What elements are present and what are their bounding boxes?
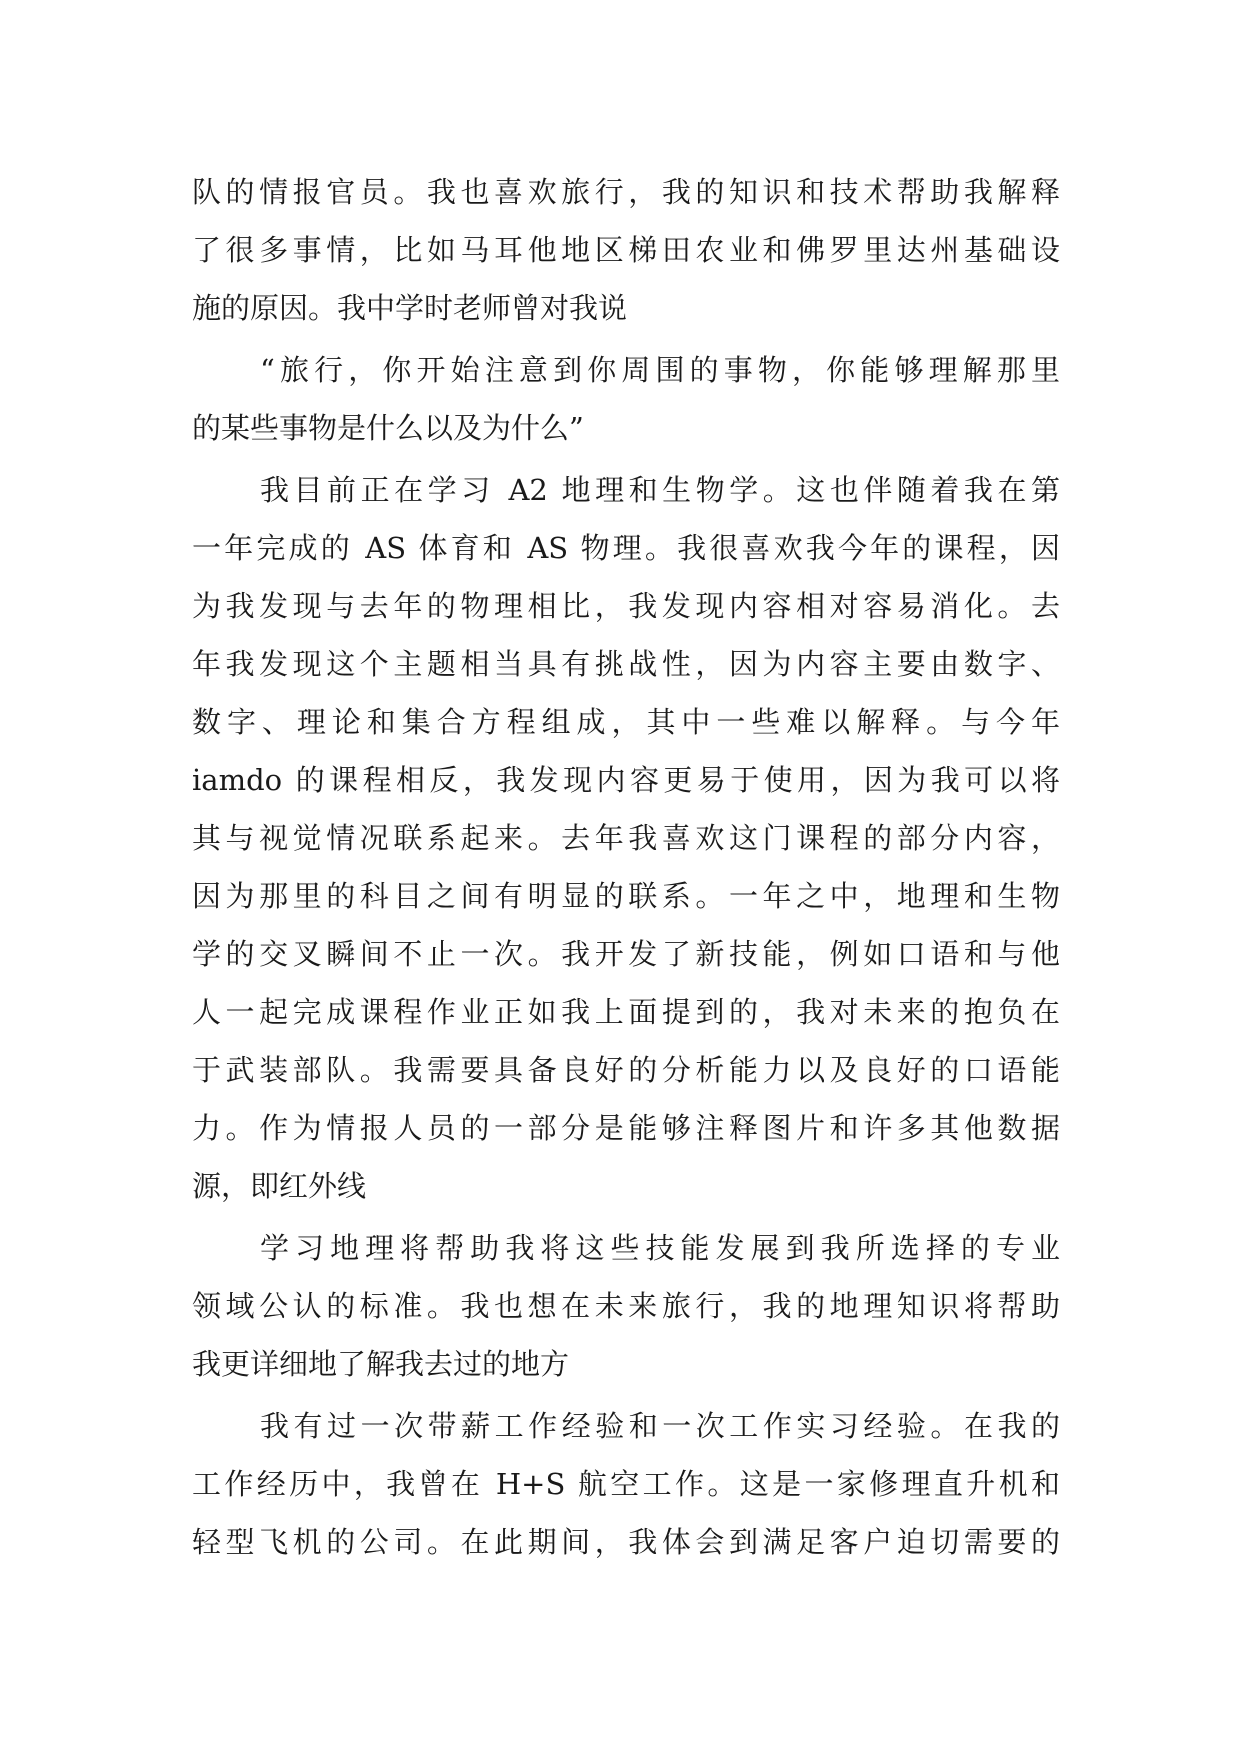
text-line: 我有过一次带薪工作经验和一次工作实习经验。在我的 [260,1409,1060,1443]
text-line: 我目前正在学习 A2 地理和生物学。这也伴随着我在第 [260,473,1060,507]
paragraph [192,163,1060,337]
text-line: 轻型飞机的公司。在此期间，我体会到满足客户迫切需要的 [192,1525,1060,1559]
text-line: 领域公认的标准。我也想在未来旅行，我的地理知识将帮助 [192,1289,1060,1323]
text-line: 学的交叉瞬间不止一次。我开发了新技能，例如口语和与他 [192,937,1060,971]
text-line: 队的情报官员。我也喜欢旅行，我的知识和技术帮助我解释 [192,175,1060,209]
text-line: 于武装部队。我需要具备良好的分析能力以及良好的口语能 [192,1053,1060,1087]
text-line: 了很多事情，比如马耳他地区梯田农业和佛罗里达州基础设 [192,233,1060,267]
text-line: 施的原因。我中学时老师曾对我说 [192,291,628,325]
text-line: 因为那里的科目之间有明显的联系。一年之中，地理和生物 [192,879,1060,913]
text-line: 源，即红外线 [192,1169,367,1203]
text-line: 的某些事物是什么以及为什么” [192,411,584,445]
text-line: 人一起完成课程作业正如我上面提到的，我对未来的抱负在 [192,995,1060,1029]
text-line: 年我发现这个主题相当具有挑战性，因为内容主要由数字、 [192,647,1060,681]
text-line: 力。作为情报人员的一部分是能够注释图片和许多其他数据 [192,1111,1060,1145]
text-line: 学习地理将帮助我将这些技能发展到我所选择的专业 [260,1231,1060,1265]
text-line: “旅行，你开始注意到你周围的事物，你能够理解那里 [260,353,1060,387]
text-line: 数字、理论和集合方程组成，其中一些难以解释。与今年 [192,705,1060,739]
text-line: 工作经历中，我曾在 H+S 航空工作。这是一家修理直升机和 [192,1467,1060,1501]
text-line: 一年完成的 AS 体育和 AS 物理。我很喜欢我今年的课程，因 [192,531,1060,565]
text-line: iamdo 的课程相反，我发现内容更易于使用，因为我可以将 [192,763,1060,797]
paragraph [192,1219,1060,1393]
text-line: 我更详细地了解我去过的地方 [192,1347,570,1381]
paragraph [192,341,1060,457]
text-line: 其与视觉情况联系起来。去年我喜欢这门课程的部分内容， [192,821,1060,855]
document-body [192,163,1060,1571]
paragraph [192,461,1060,1215]
text-line: 为我发现与去年的物理相比，我发现内容相对容易消化。去 [192,589,1060,623]
paragraph [192,1397,1060,1571]
